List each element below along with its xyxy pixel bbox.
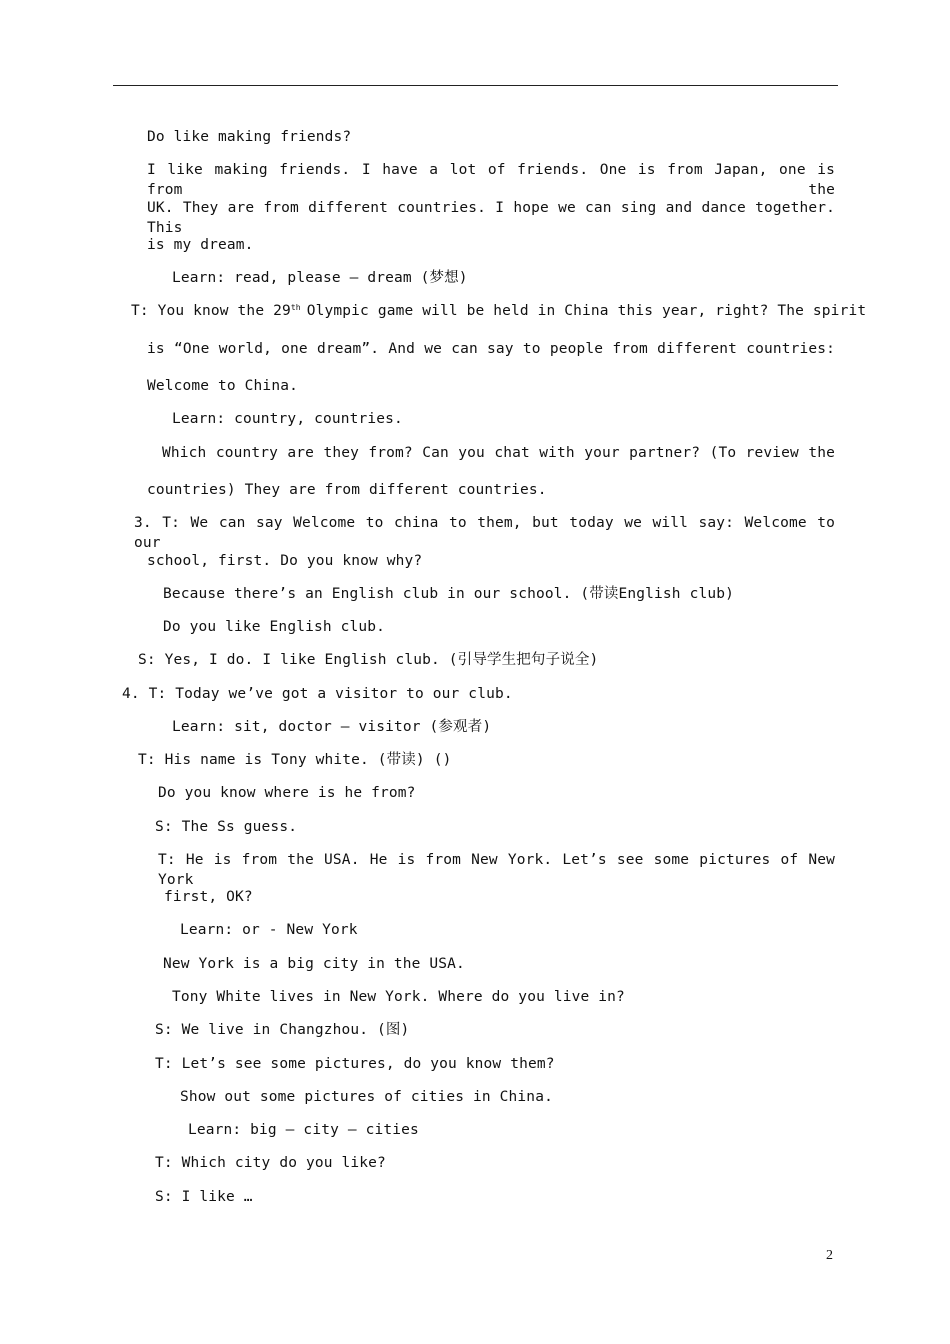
text-line-olympic — [131, 301, 867, 321]
text-line: 3. T: We can say Welcome to china to them, but today we will say: Welcome to our — [134, 515, 835, 551]
text-line: Learn: read, please – dream (梦想) — [172, 270, 468, 286]
text-line: T: He is from the USA. He is from New York. Let’s see some pictures of New York — [158, 852, 835, 888]
header-rule — [113, 85, 838, 86]
text-line: New York is a big city in the USA. — [163, 956, 465, 972]
text-line: I like making friends. I have a lot of friends. One is from Japan, one is from the — [147, 162, 835, 198]
text-line: first, OK? — [164, 889, 253, 905]
text-line: school, first. Do you know why? — [147, 553, 423, 569]
text-line: 4. T: Today we’ve got a visitor to our club. — [122, 686, 513, 702]
text-line: Learn: or - New York — [180, 922, 358, 938]
text-line: T: His name is Tony white. (带读) () — [138, 752, 452, 768]
text-line: UK. They are from different countries. I hope we can sing and dance together. This — [147, 200, 835, 236]
text-line: Learn: country, countries. — [172, 411, 403, 427]
text-line: Learn: sit, doctor – visitor (参观者) — [172, 719, 492, 735]
text-line: S: Yes, I do. I like English club. (引导学生把句子说全) — [138, 652, 599, 668]
text-line: Welcome to China. — [147, 378, 298, 394]
ordinal-superscript: th — [290, 303, 301, 312]
text-line: S: We live in Changzhou. (图) — [155, 1022, 410, 1038]
text-line: T: Let’s see some pictures, do you know them? — [155, 1056, 555, 1072]
text-line: is “One world, one dream”. And we can say to people from different countries: — [147, 341, 835, 357]
text-line: Show out some pictures of cities in China. — [180, 1089, 553, 1105]
text-line: is my dream. — [147, 237, 254, 253]
text-line: Do like making friends? — [147, 129, 352, 145]
text-line: T: Which city do you like? — [155, 1155, 386, 1171]
page-number: 2 — [826, 1248, 833, 1263]
text-line: Because there’s an English club in our school. (带读English club) — [163, 586, 734, 602]
olympic-prefix: T: You know the 29 — [131, 303, 291, 319]
text-line: S: I like … — [155, 1189, 253, 1205]
text-line: Learn: big – city – cities — [188, 1122, 419, 1138]
text-line: Do you know where is he from? — [158, 785, 416, 801]
olympic-rest: Olympic game will be held in China this year, right? The spirit — [306, 303, 867, 319]
text-line: countries) They are from different countries. — [147, 482, 547, 498]
text-line: Tony White lives in New York. Where do you live in? — [172, 989, 625, 1005]
text-line: Which country are they from? Can you chat with your partner? (To review the — [162, 445, 835, 461]
text-line: Do you like English club. — [163, 619, 385, 635]
text-line: S: The Ss guess. — [155, 819, 298, 835]
